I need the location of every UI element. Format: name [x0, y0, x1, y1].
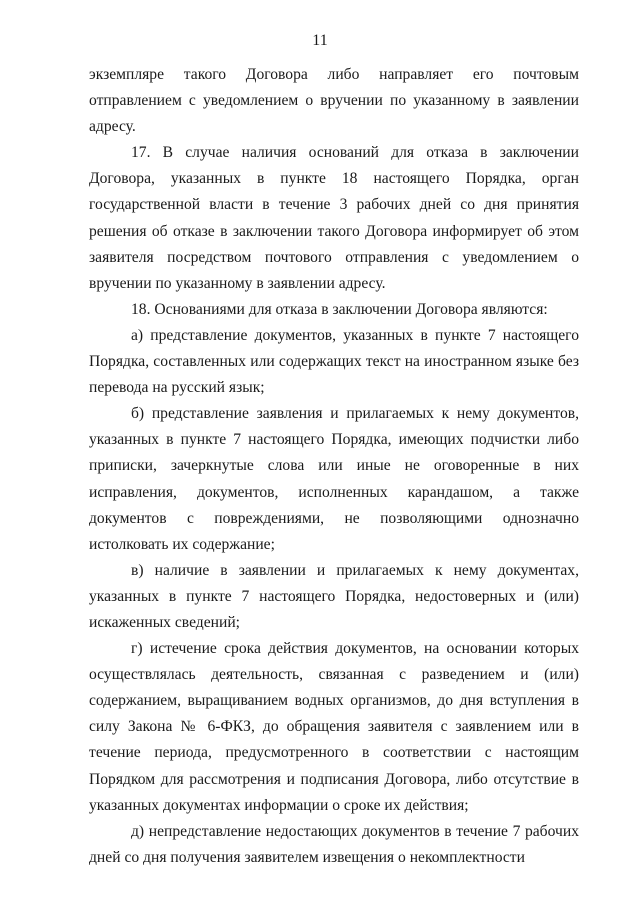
subitem-a: а) представление документов, указанных в пункте 7 настоящего Порядка, составленных или содержащих текст на иностранном языке без перевода на русский язык;	[89, 326, 579, 397]
paragraph-continuation: экземпляре такого Договора либо направляет его почтовым отправлением с уведомлением о вручении по указанному в заявлении адресу.	[89, 66, 579, 136]
paragraph-item-17: 17. В случае наличия оснований для отказа в заключении Договора, указанных в пункте 18 настоящего Порядка, орган государственной власти в течение 3 рабочих дней со дня принятия решения об отказе в заключении такого Договора информирует об этом заявителя посредством почтового отправления с уведомлением о вручении по указанному в заявлении адресу.	[89, 144, 579, 292]
document-body	[89, 62, 579, 871]
paragraph-item-18: 18. Основаниями для отказа в заключении Договора являются:	[131, 300, 548, 318]
subitem-v: в) наличие в заявлении и прилагаемых к нему документах, указанных в пункте 7 настоящего Порядка, недостоверных и (или) искаженных сведений;	[89, 561, 579, 631]
subitem-g: г) истечение срока действия документов, на основании которых осуществлялась деятельность, связанная с разведением и (или) содержанием, выращиванием водных организмов, до дня вступления в силу Закона № 6-ФКЗ, до обращения заявителя с заявлением или в течение периода, предусмотренного в соответствии с настоящим Порядком для рассмотрения и подписания Договора, либо отсутствие в указанных документах информации о сроке их действия;	[89, 640, 579, 814]
subitem-b: б) представление заявления и прилагаемых к нему документов, указанных в пункте 7 настоящего Порядка, имеющих подчистки либо приписки, зачеркнутые слова или иные не оговоренные в них исправления, документов, исполненных карандашом, а также документов с повреждениями, не позволяющими однозначно истолковать их содержание;	[89, 405, 579, 553]
subitem-d: д) непредставление недостающих документов в течение 7 рабочих дней со дня получения заявителем извещения о некомплектности	[89, 822, 579, 866]
page-number: 11	[312, 32, 328, 49]
